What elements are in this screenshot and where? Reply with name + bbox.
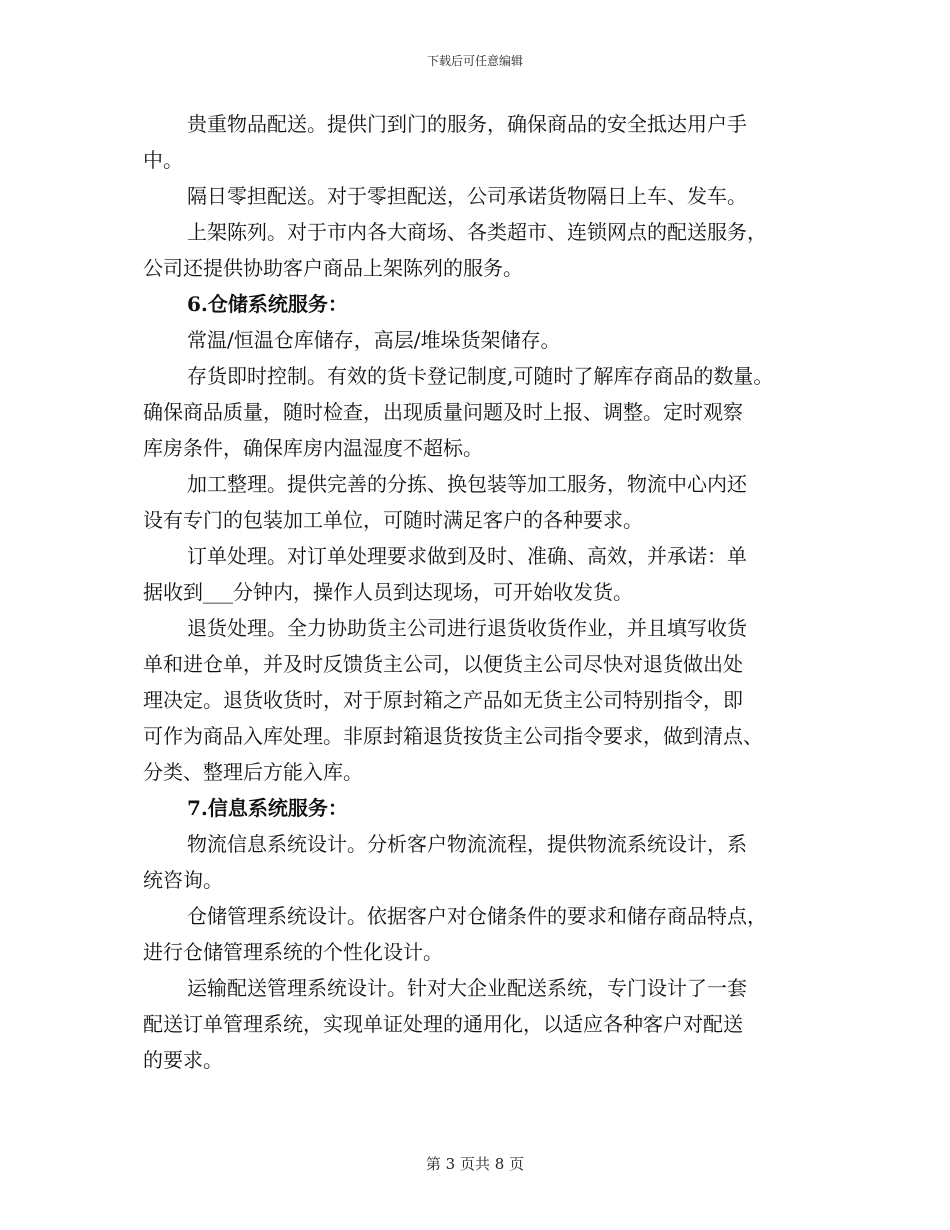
- text-line: 订单处理。对订单处理要求做到及时、准确、高效，并承诺：单: [187, 544, 747, 568]
- paragraph-ltl-delivery: [143, 178, 823, 214]
- page-footer: 第 3 页共 8 页: [425, 1155, 525, 1173]
- document-body: [143, 106, 823, 1078]
- text-line: 可作为商品入库处理。非原封箱退货按货主公司指令要求，做到清点、: [143, 724, 763, 748]
- text-line: 分类、整理后方能入库。: [143, 760, 363, 784]
- text-line: 退货处理。全力协助货主公司进行退货收货作业，并且填写收货: [187, 616, 747, 640]
- text-line: 常温/恒温仓库储存，高层/堆垛货架储存。: [187, 328, 561, 352]
- text-line: 公司还提供协助客户商品上架陈列的服务。: [143, 256, 523, 280]
- text-line: 统咨询。: [143, 868, 223, 892]
- paragraph-transport-system-design: [143, 970, 823, 1078]
- text-line: 隔日零担配送。对于零担配送，公司承诺货物隔日上车、发车。: [187, 184, 747, 208]
- text-line: 确保商品质量，随时检查，出现质量问题及时上报、调整。定时观察: [143, 400, 743, 424]
- text-line: 设有专门的包装加工单位，可随时满足客户的各种要求。: [143, 508, 643, 532]
- text-line: 存货即时控制。有效的货卡登记制度,可随时了解库存商品的数量。: [187, 364, 774, 388]
- paragraph-valuable-delivery: [143, 106, 823, 178]
- section-heading-warehouse: [143, 286, 823, 322]
- heading-text: 7.信息系统服务：: [187, 796, 348, 820]
- paragraph-warehouse-system-design: [143, 898, 823, 970]
- text-line: 物流信息系统设计。分析客户物流流程，提供物流系统设计，系: [187, 832, 747, 856]
- text-line: 据收到___分钟内，操作人员到达现场，可开始收发货。: [143, 580, 633, 604]
- text-line: 贵重物品配送。提供门到门的服务，确保商品的安全抵达用户手: [187, 112, 747, 136]
- text-line: 理决定。退货收货时，对于原封箱之产品如无货主公司特别指令，即: [143, 688, 743, 712]
- text-line: 加工整理。提供完善的分拣、换包装等加工服务，物流中心内还: [187, 472, 747, 496]
- section-heading-information: [143, 790, 823, 826]
- text-line: 单和进仓单，并及时反馈货主公司，以便货主公司尽快对退货做出处: [143, 652, 743, 676]
- heading-text: 6.仓储系统服务：: [187, 292, 348, 316]
- text-line: 进行仓储管理系统的个性化设计。: [143, 940, 443, 964]
- text-line: 中。: [143, 148, 183, 172]
- paragraph-returns: [143, 610, 823, 790]
- text-line: 库房条件，确保库房内温湿度不超标。: [143, 436, 483, 460]
- paragraph-inventory-control: [143, 358, 823, 466]
- text-line: 的要求。: [143, 1048, 223, 1072]
- page-header: 下载后可任意编辑: [426, 54, 523, 68]
- paragraph-shelf-display: [143, 214, 823, 286]
- text-line: 仓储管理系统设计。依据客户对仓储条件的要求和储存商品特点，: [187, 904, 767, 928]
- text-line: 上架陈列。对于市内各大商场、各类超市、连锁网点的配送服务，: [187, 220, 767, 244]
- text-line: 运输配送管理系统设计。针对大企业配送系统，专门设计了一套: [187, 976, 747, 1000]
- text-line: 配送订单管理系统，实现单证处理的通用化，以适应各种客户对配送: [143, 1012, 743, 1036]
- paragraph-order-processing: [143, 538, 823, 610]
- paragraph-processing: [143, 466, 823, 538]
- paragraph-storage: [143, 322, 823, 358]
- paragraph-logistics-info-design: [143, 826, 823, 898]
